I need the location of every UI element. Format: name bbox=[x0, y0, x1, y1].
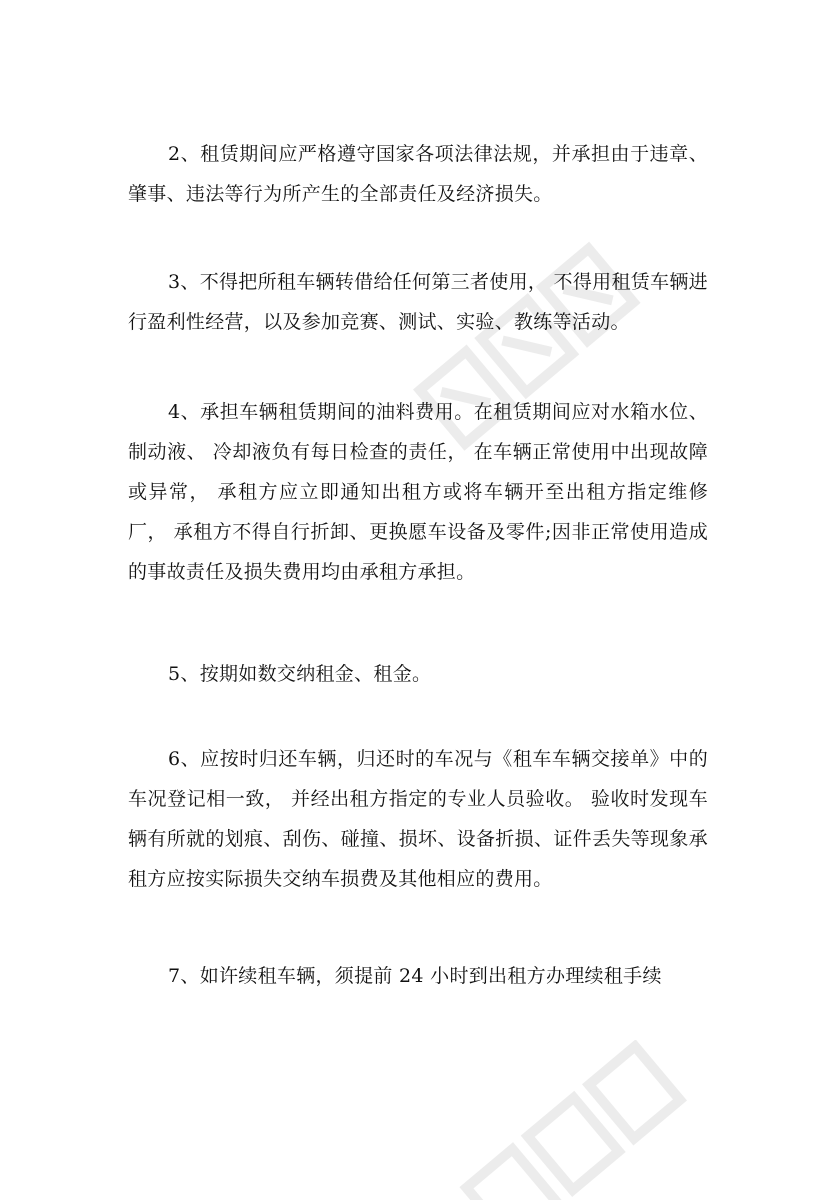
clause-3 bbox=[128, 262, 708, 342]
watermark-logo-icon bbox=[420, 1040, 720, 1200]
clause-5 bbox=[128, 654, 708, 694]
clause-text: 6、应按时归还车辆，归还时的车况与《租车车辆交接单》中的车况登记相一致， 并经出租方指定的专业人员验收。 验收时发现车辆有所就的划痕、刮伤、碰撞、损坏、设备折损、证件丢失等现象承租方应按实际损失交纳车损费及其他相应的费用。 bbox=[128, 748, 708, 890]
clause-2 bbox=[128, 134, 708, 214]
clause-text: 4、承担车辆租赁期间的油料费用。在租赁期间应对水箱水位、制动液、 冷却液负有每日检查的责任， 在车辆正常使用中出现故障或异常， 承租方应立即通知出租方或将车辆开至出租方指定维修厂， 承租方不得自行折卸、更换愿车设备及零件;因非正常使用造成的事故责任及损失费用均由承租方承担。 bbox=[128, 401, 708, 583]
clause-7 bbox=[128, 956, 708, 996]
clause-6 bbox=[128, 739, 708, 899]
clause-text: 5、按期如数交纳租金、租金。 bbox=[168, 663, 432, 685]
clause-text: 2、租赁期间应严格遵守国家各项法律法规，并承担由于违章、肇事、违法等行为所产生的全部责任及经济损失。 bbox=[128, 143, 708, 205]
clause-4 bbox=[128, 392, 708, 592]
clause-text: 3、不得把所租车辆转借给任何第三者使用， 不得用租赁车辆进行盈利性经营，以及参加竞赛、测试、实验、教练等活动。 bbox=[128, 271, 708, 333]
clause-text: 7、如许续租车辆，须提前 24 小时到出租方办理续租手续 bbox=[168, 965, 662, 987]
